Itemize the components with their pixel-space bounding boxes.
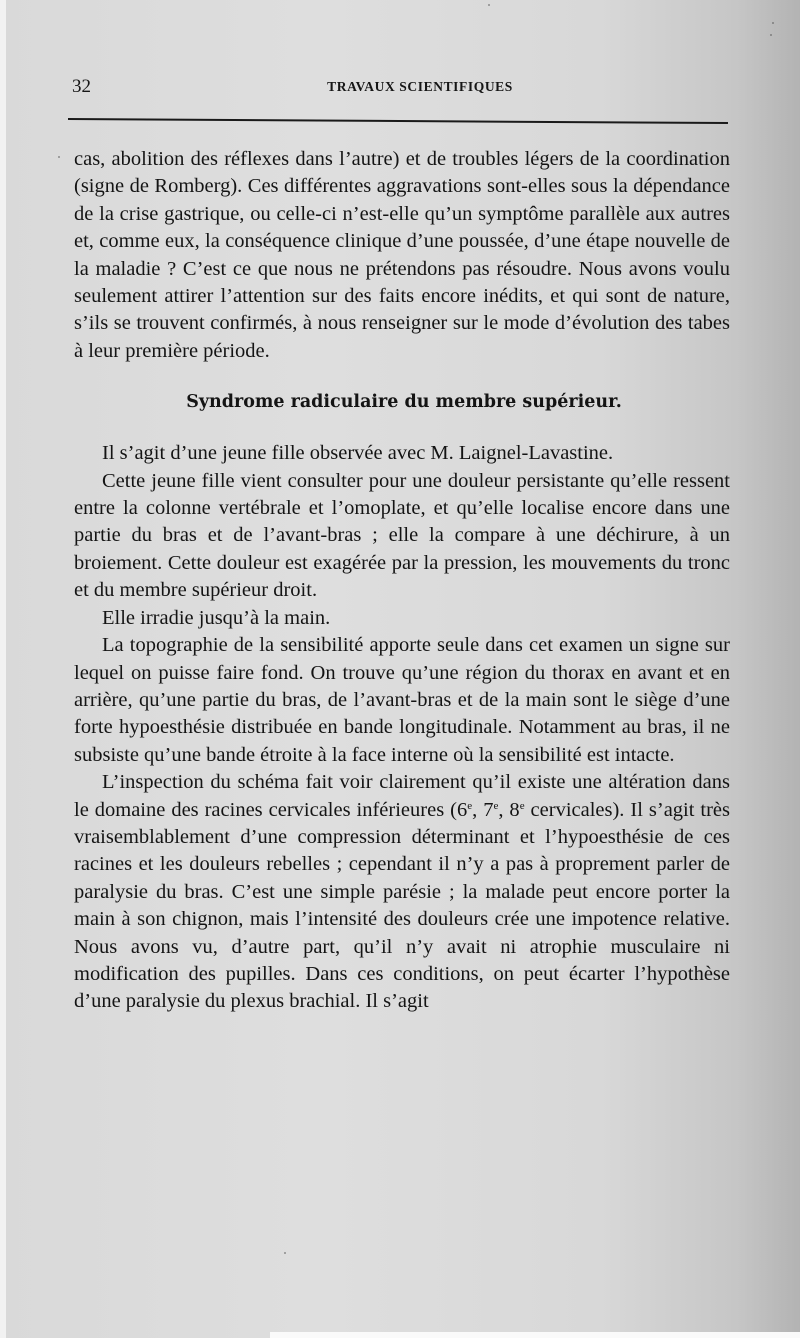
header-rule — [68, 118, 728, 124]
paragraph-4: La topographie de la sensibilité apporte seule dans cet examen un signe sur lequel on puisse faire fond. On trouve qu’une région du thorax en avant et en arrière, qu’une partie du bras, de l’avant-bras et de la main sont le siège d’une forte hypoesthésie distribuée en bande longitudinale. Notamment au bras, il ne subsiste qu’une bande étroite à la face interne où la sensibilité est intacte. — [74, 634, 730, 766]
ordinal-suffix: e — [467, 799, 473, 812]
running-header — [72, 76, 728, 102]
paragraph-1: Il s’agit d’une jeune fille observée avec M. Laignel-Lavastine. — [102, 442, 614, 465]
ordinal-suffix: e — [519, 799, 525, 812]
page-bottom-edge — [270, 1332, 800, 1338]
paper-speck — [772, 22, 774, 24]
ordinal-suffix: e — [493, 799, 499, 812]
paragraph-5-text-a: L’inspection du schéma fait voir clairement qu’il existe une altération dans le domaine des racines cervicales inférieures (6 — [74, 771, 730, 821]
running-header-title: TRAVAUX SCIENTIFIQUES — [327, 79, 513, 94]
paper-speck — [770, 34, 772, 36]
paragraph-5-text-b: cervicales). Il s’agit très vraisemblablement d’une compression déterminant et l’hypoesthésie de ces racines et les douleurs rebelles ; cependant il n’y a pas à proprement parler de paralysie du bras. C’est une simple parésie ; la malade peut encore porter la main à son chignon, mais l’intensité des douleurs crée une impotence relative. Nous avons vu, d’autre part, qu’il n’y avait ni atrophie musculaire ni modification des pupilles. Dans ces conditions, on peut écarter l’hypothèse d’une paralysie du plexus brachial. Il s’agit — [74, 798, 730, 1013]
page-left-edge — [0, 0, 6, 1338]
page-number: 32 — [72, 76, 91, 97]
paragraph-5 — [74, 769, 730, 1016]
paper-speck — [488, 4, 490, 6]
section-heading: Syndrome radiculaire du membre supérieur. — [186, 392, 622, 413]
paper-speck — [284, 1252, 286, 1254]
paragraph-5-sep-1: , 7 — [472, 798, 494, 821]
paragraph-2: Cette jeune fille vient consulter pour une douleur persistante qu’elle ressent entre la colonne vertébrale et l’omoplate, et qu’elle localise encore dans une partie du bras et de l’avant-bras ; elle la compare à une déchirure, à un broiement. Cette douleur est exagérée par la pression, les mouvements du tronc et du membre supérieur droit. — [74, 469, 730, 602]
paper-speck — [58, 156, 60, 158]
body-text — [74, 146, 730, 1016]
paragraph-3: Elle irradie jusqu’à la main. — [102, 606, 331, 629]
continuation-paragraph: cas, abolition des réflexes dans l’autre) et de troubles légers de la coordination (signe de Romberg). Ces différentes aggravations sont-elles sous la dépendance de la crise gastrique, ou celle-ci n’est-elle qu’un symptôme parallèle aux autres et, comme eux, la conséquence clinique d’une poussée, d’une étape nouvelle de la maladie ? C’est ce que nous ne prétendons pas résoudre. Nous avons voulu seulement attirer l’attention sur des faits encore inédits, et qui sont de nature, s’ils se trouvent confirmés, à nous renseigner sur le mode d’évolution des tabes à leur première période. — [74, 148, 730, 362]
paragraph-5-sep-2: , 8 — [498, 798, 520, 821]
